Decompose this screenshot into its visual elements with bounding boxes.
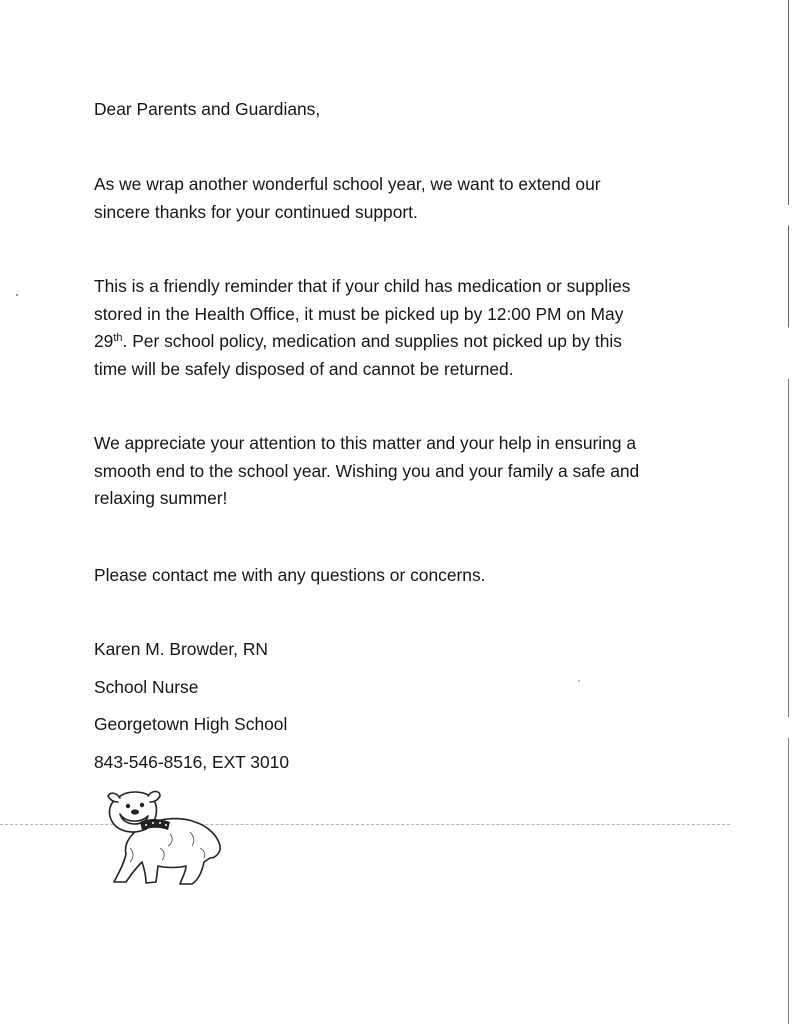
paragraph-thanks: [94, 171, 601, 226]
paragraph-line: As we wrap another wonderful school year, we want to extend our: [94, 174, 601, 194]
paragraph-line: This is a friendly reminder that if your child has medication or supplies: [94, 276, 631, 296]
date-ordinal-suffix: th: [113, 332, 123, 344]
salutation: Dear Parents and Guardians,: [94, 99, 321, 119]
scan-speck: [16, 294, 18, 296]
policy-text: . Per school policy, medication and supplies not picked up by this: [122, 331, 622, 351]
pickup-date: 29: [94, 331, 114, 351]
paragraph-reminder: [94, 273, 630, 383]
signature-title: School Nurse: [94, 677, 199, 697]
closing-line: Please contact me with any questions or concerns.: [94, 565, 486, 585]
scan-speck: [578, 680, 580, 682]
signature-name: Karen M. Browder, RN: [94, 639, 268, 659]
paragraph-appreciation: [94, 430, 639, 513]
signature-phone: 843-546-8516, EXT 3010: [94, 752, 289, 772]
paragraph-line: We appreciate your attention to this matter and your help in ensuring a: [94, 433, 637, 453]
paragraph-line: relaxing summer!: [94, 488, 228, 508]
signature-school: Georgetown High School: [94, 714, 288, 734]
paragraph-line: time will be safely disposed of and cannot be returned.: [94, 358, 514, 379]
paragraph-line: sincere thanks for your continued support.: [94, 201, 418, 222]
bulldog-mascot-icon: [100, 788, 228, 888]
paragraph-line: stored in the Health Office, it must be picked up by 12:00 PM on May: [94, 303, 624, 324]
scan-edge-line: [788, 0, 789, 1024]
paragraph-line: smooth end to the school year. Wishing you and your family a safe and: [94, 460, 640, 481]
paragraph-line: [94, 328, 630, 356]
